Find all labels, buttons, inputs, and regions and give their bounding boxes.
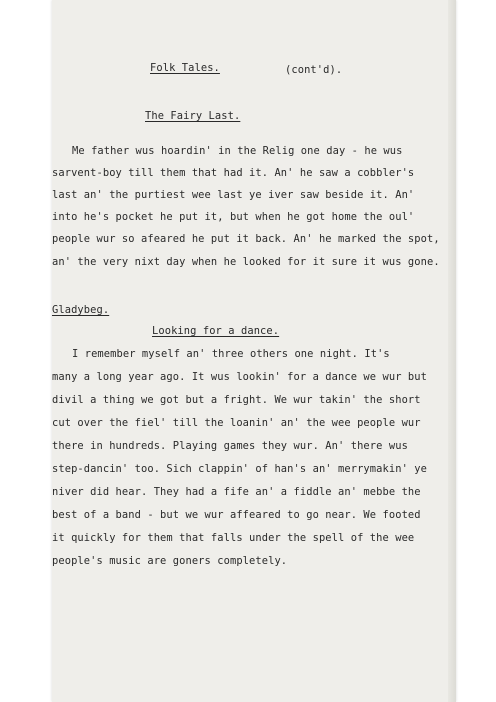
story-line: Me father wus hoardin' in the Relig one day - he wus [72,145,403,157]
story-line: last an' the purtiest wee last ye iver saw beside it. An' [52,189,415,201]
story-title-fairy-last: The Fairy Last. [145,110,241,122]
story-line: I remember myself an' three others one night. It's [72,348,390,360]
story-line: step-dancin' too. Sich clappin' of han's an' merrymakin' ye [52,463,427,475]
story-line: people's music are goners completely. [52,555,288,567]
story-line: there in hundreds. Playing games they wur. An' there wus [52,440,408,452]
story-line: niver did hear. They had a fife an' a fiddle an' mebbe the [52,486,421,498]
place-label: Gladybeg. [52,304,110,316]
story-line: sarvent-boy till them that had it. An' he saw a cobbler's [52,167,415,179]
story-line: many a long year ago. It wus lookin' for a dance we wur but [52,371,427,383]
story-line: best of a band - but we wur affeared to go near. We footed [52,509,421,521]
story-line: divil a thing we got but a fright. We wur takin' the short [52,394,421,406]
story-title-looking-for-dance: Looking for a dance. [152,325,280,337]
heading-folk-tales: Folk Tales. [150,62,220,74]
story-line: an' the very nixt day when he looked for it sure it wus gone. [52,256,440,268]
story-line: cut over the fiel' till the loanin' an' the wee people wur [52,417,421,429]
page-edge [448,0,456,702]
story-line: into he's pocket he put it, but when he got home the oul' [52,211,415,223]
heading-contd: (cont'd). [285,64,343,76]
story-line: people wur so afeared he put it back. An' he marked the spot, [52,233,440,245]
story-line: it quickly for them that falls under the spell of the wee [52,532,415,544]
